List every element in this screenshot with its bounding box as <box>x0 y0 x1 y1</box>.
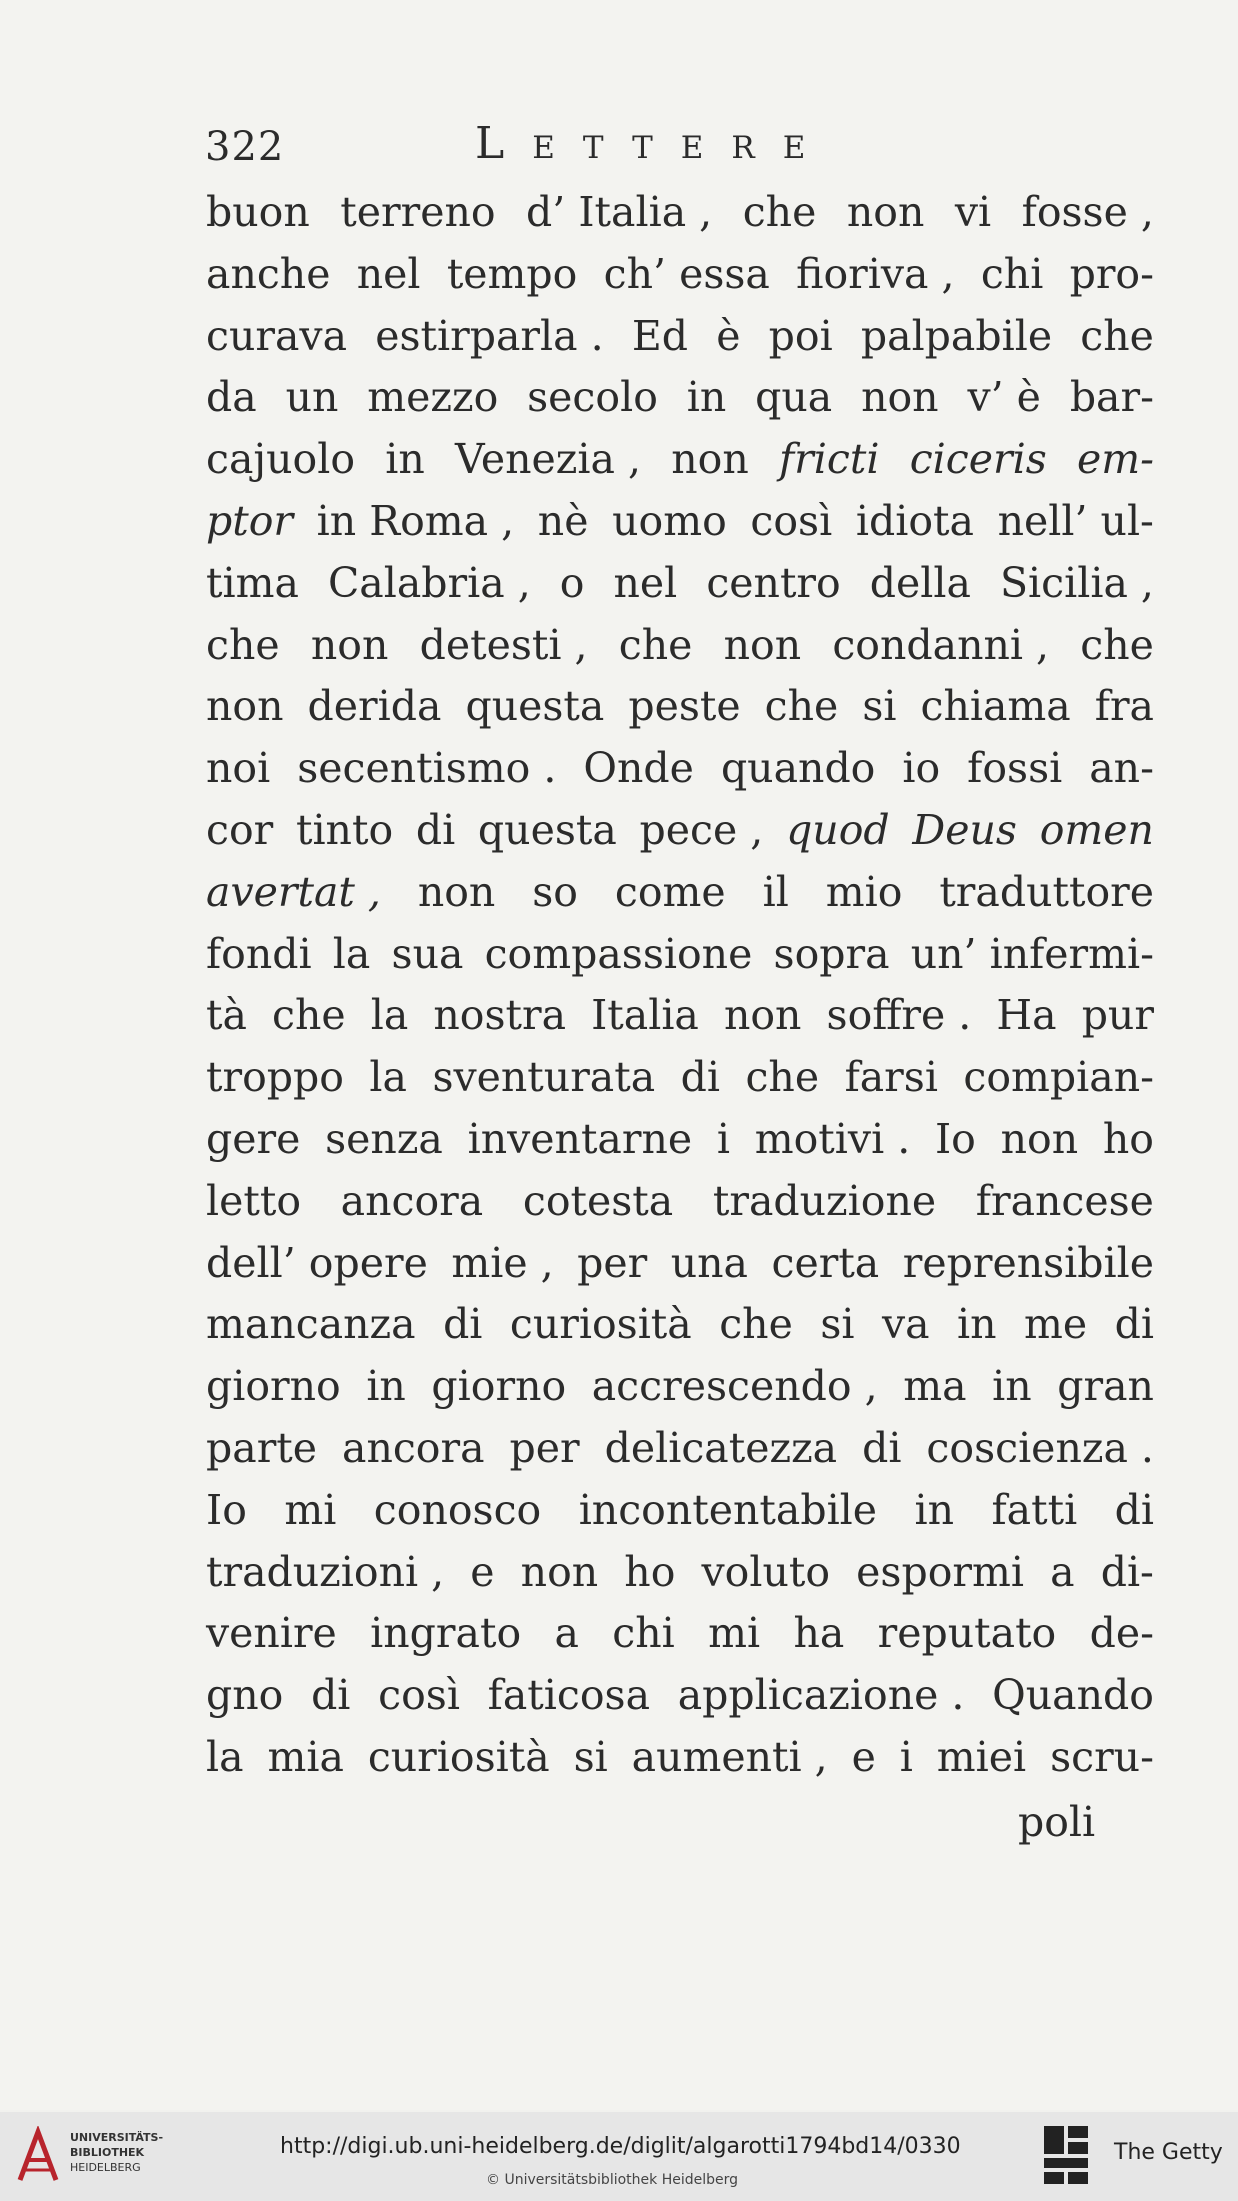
word: che <box>764 682 839 731</box>
word: pur <box>1081 991 1154 1040</box>
word: di <box>680 1053 720 1102</box>
word: troppo <box>206 1053 344 1102</box>
permalink-url[interactable]: http://digi.ub.uni-heidelberg.de/diglit/algarotti1794bd14/0330 <box>280 2134 961 2159</box>
word: in <box>366 1362 406 1411</box>
library-name-line3: HEIDELBERG <box>70 2161 141 2174</box>
text-line <box>206 429 1154 491</box>
word: quando <box>720 744 876 793</box>
body-text <box>206 182 1154 1789</box>
word: curava <box>206 311 348 360</box>
word: non <box>520 1547 599 1596</box>
getty-name: The Getty <box>1114 2140 1223 2165</box>
word: a <box>554 1609 579 1658</box>
word: questa <box>465 682 605 731</box>
word: voluto <box>701 1547 831 1596</box>
word: fatti <box>991 1485 1078 1534</box>
word: che <box>719 1300 793 1349</box>
text-line <box>206 1294 1154 1356</box>
word: che <box>1080 620 1154 669</box>
word: noi <box>206 744 271 793</box>
word: in <box>957 1300 997 1349</box>
word: chiama <box>920 682 1071 731</box>
word: incontentabile <box>578 1485 878 1534</box>
catchword: poli <box>1018 1798 1096 1846</box>
word: la <box>369 1053 407 1102</box>
word: fioriva , <box>796 249 955 298</box>
word: io <box>902 744 941 793</box>
word: ha <box>793 1609 845 1658</box>
word: Venezia , <box>455 435 642 484</box>
word: per <box>509 1423 580 1472</box>
word: non <box>417 867 496 916</box>
word: Calabria , <box>327 558 531 607</box>
word: ptor <box>206 496 294 545</box>
text-line <box>206 182 1154 244</box>
text-line <box>206 1047 1154 1109</box>
text-line <box>206 1233 1154 1295</box>
word: curiosità <box>367 1732 550 1781</box>
word: chi <box>612 1609 675 1658</box>
word: traduzioni , <box>206 1547 445 1596</box>
word: buon <box>206 188 310 236</box>
word: un’ infermi- <box>910 929 1154 978</box>
word: dell’ opere <box>206 1238 428 1287</box>
word: il <box>762 867 789 916</box>
library-name-line2: BIBLIOTHEK <box>70 2146 145 2159</box>
word: e <box>470 1547 495 1596</box>
word: si <box>820 1300 855 1349</box>
word: francese <box>975 1176 1154 1225</box>
word: tà <box>206 991 247 1040</box>
word: espormi <box>856 1547 1024 1596</box>
text-line <box>206 862 1154 924</box>
word: di- <box>1100 1547 1154 1596</box>
word: di <box>1114 1485 1154 1534</box>
word: secentismo . <box>297 744 557 793</box>
word: si <box>573 1732 608 1781</box>
word: nel <box>356 249 421 298</box>
word: questa <box>477 805 617 854</box>
copyright-notice: © Universitätsbibliothek Heidelberg <box>486 2172 739 2188</box>
word: de- <box>1089 1609 1154 1658</box>
word: non <box>310 620 389 669</box>
word: vi <box>954 188 992 236</box>
word: ho <box>624 1547 676 1596</box>
word: Ed <box>631 311 688 360</box>
word: e <box>851 1732 876 1781</box>
text-line <box>206 800 1154 862</box>
word: derida <box>307 682 442 731</box>
word: bar- <box>1069 373 1154 422</box>
word: v’ è <box>967 373 1041 422</box>
word: d’ Italia , <box>526 188 713 236</box>
word: ancora <box>340 1176 484 1225</box>
word: di <box>443 1300 483 1349</box>
word: mia <box>267 1732 344 1781</box>
library-name-line1: UNIVERSITÄTS- <box>70 2131 164 2144</box>
word: così <box>750 496 833 545</box>
word: va <box>881 1300 930 1349</box>
word: inventarne <box>467 1114 693 1163</box>
word: per <box>577 1238 648 1287</box>
word: sventurata <box>432 1053 656 1102</box>
word: gran <box>1057 1362 1154 1411</box>
word: pece , <box>639 805 764 854</box>
text-line <box>206 306 1154 368</box>
text-line <box>206 1480 1154 1542</box>
word: non <box>846 188 925 236</box>
word: curiosità <box>509 1300 692 1349</box>
word: aumenti , <box>631 1732 828 1781</box>
word: Italia <box>591 991 699 1040</box>
word: ch’ essa <box>603 249 770 298</box>
university-library-logo-icon <box>14 2126 62 2186</box>
word: giorno <box>431 1362 567 1411</box>
word: ho <box>1102 1114 1154 1163</box>
text-line <box>206 1109 1154 1171</box>
text-line <box>206 985 1154 1047</box>
word: a <box>1050 1547 1075 1596</box>
word: so <box>532 867 578 916</box>
running-title: Lettere <box>475 118 834 169</box>
page-number: 322 <box>205 124 285 170</box>
word: anche <box>206 249 331 298</box>
word: fondi <box>206 929 312 978</box>
word: non <box>671 435 749 484</box>
word: compassione <box>484 929 753 978</box>
word: sua <box>391 929 464 978</box>
word: quod <box>786 805 890 854</box>
word: di <box>311 1671 351 1720</box>
word: gere <box>206 1114 301 1163</box>
word: che <box>1080 311 1154 360</box>
word: è <box>716 311 741 360</box>
text-line <box>206 615 1154 677</box>
word: di <box>1114 1300 1154 1349</box>
word: coscienza . <box>926 1423 1154 1472</box>
word: che <box>272 991 346 1040</box>
word: non <box>1000 1114 1079 1163</box>
word: terreno <box>340 188 496 236</box>
text-line <box>206 676 1154 738</box>
word: reputato <box>877 1609 1057 1658</box>
word: condanni , <box>832 620 1050 669</box>
word: sopra <box>773 929 890 978</box>
word: una <box>670 1238 749 1287</box>
word: non <box>723 991 802 1040</box>
word: la <box>370 991 409 1040</box>
word: Deus <box>912 805 1017 854</box>
footer-bar <box>0 2112 1238 2201</box>
text-line <box>206 1356 1154 1418</box>
word: certa <box>771 1238 880 1287</box>
word: soffre . <box>826 991 972 1040</box>
word: non <box>206 682 284 731</box>
word: parte <box>206 1423 318 1472</box>
word: tima <box>206 558 299 607</box>
word: an- <box>1089 744 1154 793</box>
word: mie , <box>451 1238 554 1287</box>
word: miei <box>936 1732 1027 1781</box>
word: uomo <box>612 496 727 545</box>
word: che <box>745 1053 820 1102</box>
word: in <box>385 435 425 484</box>
word: da <box>206 373 257 422</box>
word: fricti <box>779 435 880 484</box>
word: in <box>686 373 727 422</box>
library-name <box>70 2130 163 2175</box>
getty-logo-icon <box>1042 2124 1090 2186</box>
text-line <box>206 491 1154 553</box>
word: peste <box>628 682 741 731</box>
word: nel <box>613 558 678 607</box>
word: motivi . <box>754 1114 911 1163</box>
word: traduzione <box>712 1176 937 1225</box>
word: conosco <box>373 1485 542 1534</box>
word: traduttore <box>939 867 1154 916</box>
word: nell’ ul- <box>997 496 1154 545</box>
word: Io <box>934 1114 976 1163</box>
word: i <box>716 1114 731 1163</box>
word: estirparla . <box>375 311 604 360</box>
text-line <box>206 1542 1154 1604</box>
word: accrescendo , <box>591 1362 878 1411</box>
word: senza <box>325 1114 443 1163</box>
word: mancanza <box>206 1300 416 1349</box>
word: mio <box>825 867 903 916</box>
word: compian- <box>963 1053 1154 1102</box>
word: non <box>723 620 802 669</box>
word: scru- <box>1050 1732 1154 1781</box>
word: Quando <box>992 1671 1154 1720</box>
word: ma <box>903 1362 967 1411</box>
word: Sicilia , <box>999 558 1154 607</box>
word: palpabile <box>860 311 1053 360</box>
word: omen <box>1039 805 1154 854</box>
word: di <box>415 805 456 854</box>
word: così <box>378 1671 460 1720</box>
word: in <box>914 1485 955 1534</box>
word: me <box>1024 1300 1088 1349</box>
word: farsi <box>844 1053 938 1102</box>
word: giorno <box>206 1362 341 1411</box>
word: non <box>861 373 939 422</box>
word: cajuolo <box>206 435 356 484</box>
text-line <box>206 244 1154 306</box>
word: Io <box>206 1485 247 1534</box>
page-header <box>205 118 1005 178</box>
word: detesti , <box>419 620 588 669</box>
word: fossi <box>967 744 1063 793</box>
word: em- <box>1076 435 1154 484</box>
word: che <box>206 620 280 669</box>
word: in Roma , <box>316 496 515 545</box>
word: letto <box>206 1176 302 1225</box>
word: la <box>332 929 371 978</box>
text-line <box>206 738 1154 800</box>
word: o <box>559 558 585 607</box>
word: tinto <box>295 805 394 854</box>
word: di <box>862 1423 902 1472</box>
word: la <box>206 1732 244 1781</box>
word: chi <box>980 249 1044 298</box>
word: applicazione . <box>677 1671 965 1720</box>
word: un <box>285 373 339 422</box>
word: secolo <box>527 373 658 422</box>
word: ingrato <box>370 1609 522 1658</box>
word: i <box>899 1732 913 1781</box>
word: tempo <box>446 249 578 298</box>
text-line <box>206 553 1154 615</box>
word: che <box>742 188 817 236</box>
word: fra <box>1094 682 1154 731</box>
text-line <box>206 1171 1154 1233</box>
word: mi <box>284 1485 337 1534</box>
text-line <box>206 924 1154 986</box>
text-line <box>206 1665 1154 1727</box>
word: della <box>869 558 971 607</box>
text-line <box>206 1727 1154 1789</box>
word: venire <box>206 1609 337 1658</box>
word: avertat , <box>206 867 381 916</box>
word: come <box>614 867 726 916</box>
word: nè <box>537 496 589 545</box>
word: si <box>862 682 897 731</box>
word: delicatezza <box>604 1423 838 1472</box>
word: faticosa <box>487 1671 651 1720</box>
word: mezzo <box>367 373 499 422</box>
word: Onde <box>583 744 694 793</box>
word: idiota <box>855 496 974 545</box>
word: mi <box>708 1609 761 1658</box>
text-line <box>206 1603 1154 1665</box>
word: fosse , <box>1021 188 1154 236</box>
word: poi <box>768 311 833 360</box>
word: nostra <box>433 991 567 1040</box>
word: che <box>618 620 693 669</box>
word: reprensibile <box>902 1238 1154 1287</box>
text-line <box>206 367 1154 429</box>
word: in <box>992 1362 1032 1411</box>
word: Ha <box>996 991 1057 1040</box>
word: pro- <box>1069 249 1154 298</box>
word: centro <box>706 558 841 607</box>
word: qua <box>755 373 833 422</box>
word: ancora <box>342 1423 485 1472</box>
text-line <box>206 1418 1154 1480</box>
word: cotesta <box>522 1176 674 1225</box>
word: cor <box>206 805 274 854</box>
word: ciceris <box>909 435 1047 484</box>
word: gno <box>206 1671 284 1720</box>
